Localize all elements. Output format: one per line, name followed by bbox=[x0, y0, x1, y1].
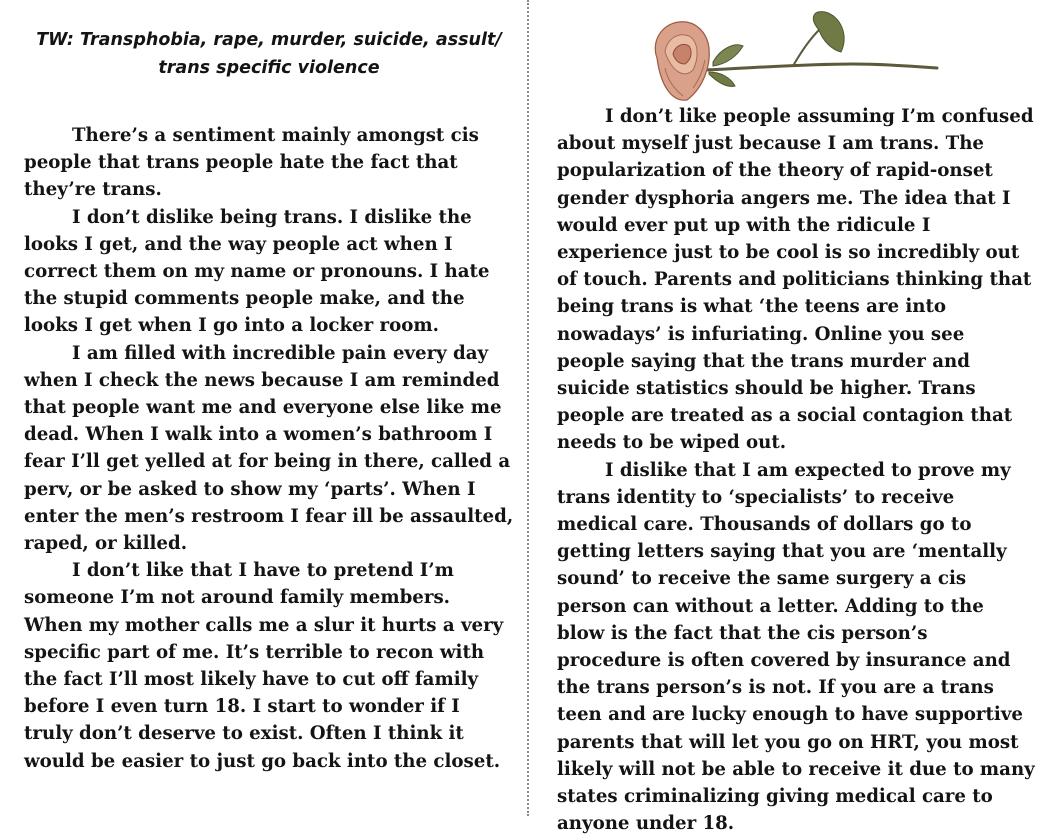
trigger-warning bbox=[24, 26, 514, 82]
trigger-warning-line-1: TW: Transphobia, rape, murder, suicide, assult/ bbox=[36, 30, 502, 50]
dried-rose-icon bbox=[643, 8, 943, 108]
right-prose bbox=[557, 103, 1037, 837]
paragraph: There’s a sentiment mainly amongst cis people that trans people hate the fact that they’re trans. bbox=[24, 125, 479, 201]
trigger-warning-line-2: trans specific violence bbox=[158, 58, 380, 78]
paragraph: I dislike that I am expected to prove my trans identity to ‘specialists’ to receive medical care. Thousands of dollars go to getting letters saying that you are ‘mentally sound’ to receive the same surgery a cis person can without a letter. Adding to the blow is the fact that the cis person’s procedure is often covered by insurance and the trans person’s is not. If you are a trans teen and are lucky enough to have supportive parents that will let you go on HRT, you most likely will not be able to receive it due to many states criminalizing giving medical care to anyone under 18. bbox=[557, 459, 1035, 835]
paragraph: I don’t like people assuming I’m confused about myself just because I am trans. The popularization of the theory of rapid-onset gender dysphoria angers me. The idea that I would ever put up with the ridicule I experience just to be cool is so incredibly out of touch. Parents and politicians thinking that being trans is what ‘the teens are into nowadays’ is infuriating. Online you see people saying that the trans murder and suicide statistics should be higher. Trans people are treated as a social contagion that needs to be wiped out. bbox=[557, 106, 1034, 454]
left-prose bbox=[24, 122, 514, 775]
paragraph: I don’t like that I have to pretend I’m someone I’m not around family members. When my mother calls me a slur it hurts a very specific part of me. It’s terrible to recon with the fact I’ll most likely have to cut off family before I even turn 18. I start to wonder if I truly don’t deserve to exist. Often I think it would be easier to just go back into the closet. bbox=[24, 560, 504, 772]
paragraph: I am filled with incredible pain every day when I check the news because I am reminded that people want me and everyone else like me dead. When I walk into a women’s bathroom I fear I’ll get yelled at for being in there, called a perv, or be asked to show my ‘parts’. When I enter the men’s restroom I fear ill be assaulted, raped, or killed. bbox=[24, 342, 514, 555]
fold-divider bbox=[527, 0, 529, 816]
paragraph: I don’t dislike being trans. I dislike the looks I get, and the way people act when I correct them on my name or pronouns. I hate the stupid comments people make, and the looks I get when I go into a locker room. bbox=[24, 206, 490, 337]
